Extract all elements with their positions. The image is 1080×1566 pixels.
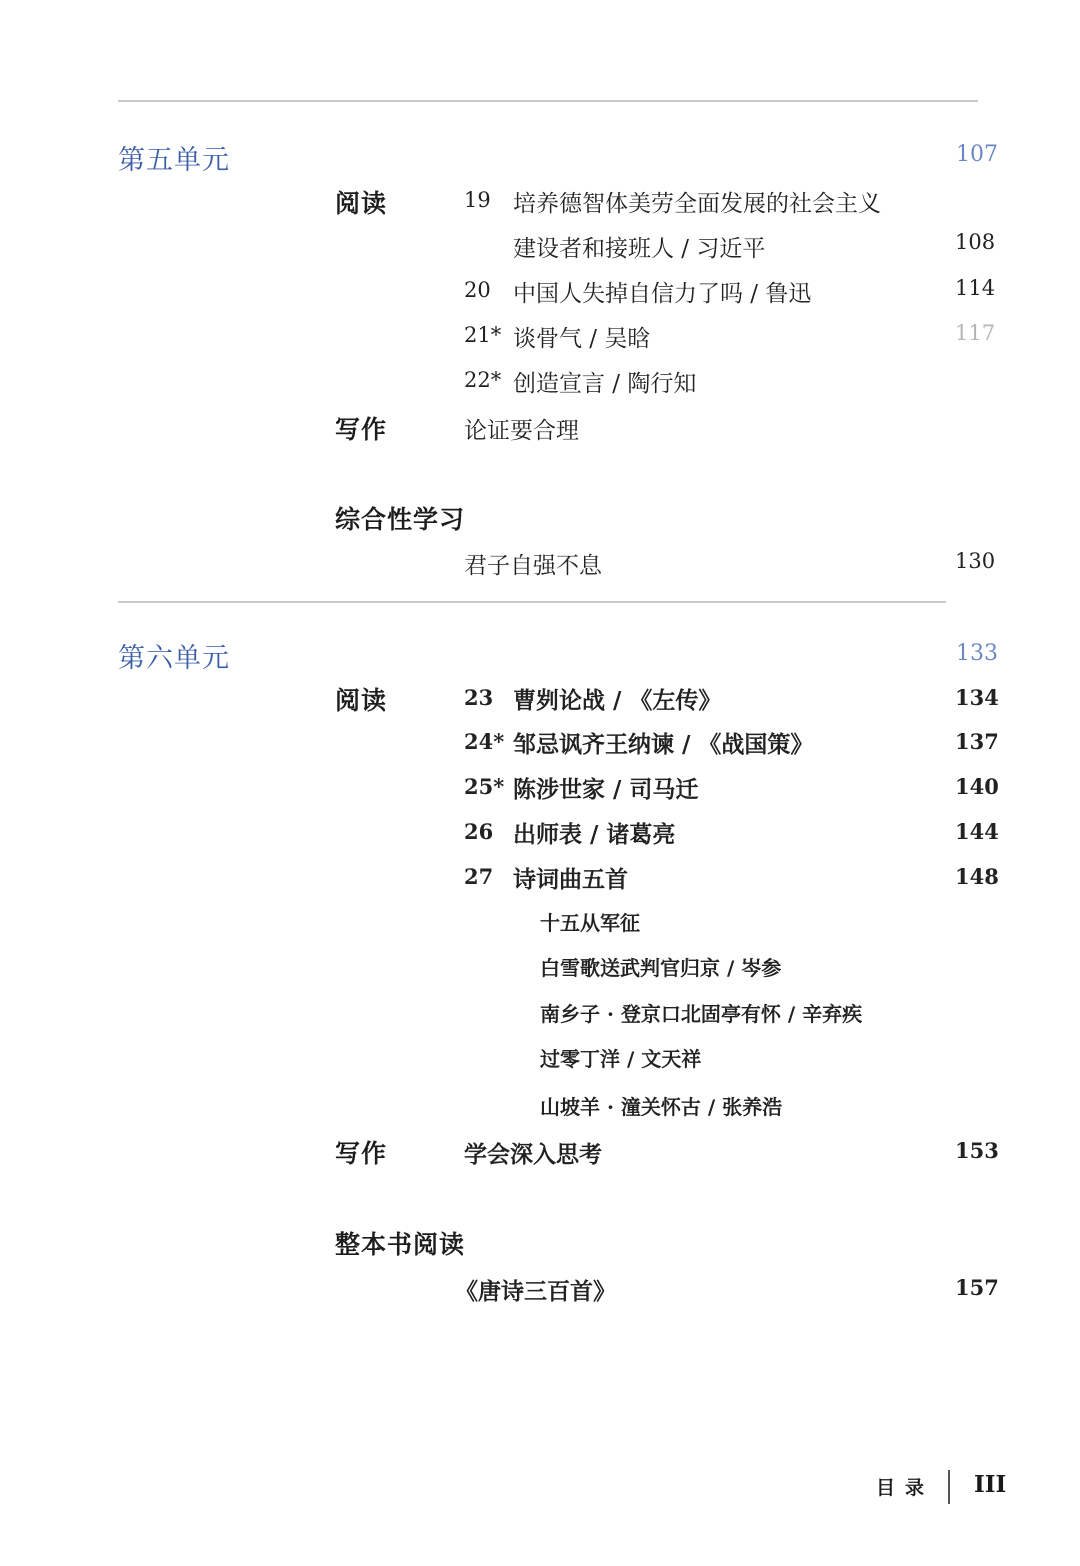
- toc-entry-page: 108: [955, 230, 996, 254]
- unit5-integrated-page: 130: [955, 549, 996, 573]
- toc-entry-title: 曹刿论战 / 《左传》: [513, 687, 722, 714]
- toc-entry-number: 22*: [464, 368, 502, 392]
- toc-entry-title: 中国人失掉自信力了吗 / 鲁迅: [513, 281, 812, 307]
- unit5-page: 107: [956, 142, 998, 167]
- toc-entry-title-continued: 建设者和接班人 / 习近平: [513, 236, 766, 262]
- unit6-writing-page: 153: [955, 1138, 999, 1163]
- unit6-writing-title: 学会深入思考: [464, 1141, 602, 1168]
- toc-entry-title: 创造宣言 / 陶行知: [513, 371, 697, 397]
- poem-item: 山坡羊 · 潼关怀古 / 张养浩: [540, 1095, 783, 1119]
- toc-entry-page: 117: [955, 321, 996, 345]
- toc-entry-title: 邹忌讽齐王纳谏 / 《战国策》: [513, 731, 814, 758]
- footer-divider: [948, 1470, 950, 1504]
- unit6-book-title: 《唐诗三百首》: [455, 1278, 616, 1305]
- toc-entry-title: 出师表 / 诸葛亮: [513, 821, 676, 848]
- toc-entry-title: 陈涉世家 / 司马迁: [513, 776, 699, 803]
- unit6-book-page: 157: [955, 1275, 999, 1300]
- toc-entry-number: 20: [464, 278, 491, 302]
- footer-page-number: III: [974, 1471, 1007, 1498]
- poem-item: 过零丁洋 / 文天祥: [540, 1047, 702, 1071]
- top-divider: [118, 100, 978, 102]
- toc-entry-number: 21*: [464, 323, 502, 347]
- unit5-writing-title: 论证要合理: [464, 418, 579, 444]
- unit5-reading-label: 阅读: [335, 189, 388, 218]
- toc-entry-title: 培养德智体美劳全面发展的社会主义: [513, 191, 881, 217]
- unit5-integrated-title: 君子自强不息: [464, 553, 602, 579]
- toc-entry-page: 144: [955, 819, 999, 844]
- unit6-page: 133: [956, 641, 998, 666]
- toc-entry-title: 谈骨气 / 吴晗: [513, 326, 651, 352]
- poem-item: 十五从军征: [540, 911, 640, 935]
- toc-entry-number: 25*: [464, 774, 505, 799]
- unit5-integrated-label: 综合性学习: [335, 505, 466, 534]
- toc-entry-page: 134: [955, 685, 999, 710]
- toc-entry-title: 诗词曲五首: [513, 866, 628, 893]
- toc-entry-number: 26: [464, 819, 494, 844]
- unit6-title: 第六单元: [118, 643, 230, 674]
- footer-section-label: 目录: [876, 1477, 935, 1499]
- poem-item: 南乡子 · 登京口北固亭有怀 / 辛弃疾: [540, 1002, 863, 1026]
- unit6-writing-label: 写作: [335, 1139, 388, 1168]
- toc-entry-number: 24*: [464, 729, 505, 754]
- unit6-book-reading-label: 整本书阅读: [335, 1230, 466, 1259]
- poem-item: 白雪歌送武判官归京 / 岑参: [540, 956, 782, 980]
- toc-entry-number: 19: [464, 188, 491, 212]
- unit-divider: [118, 601, 946, 603]
- toc-entry-page: 137: [955, 729, 999, 754]
- toc-entry-page: 140: [955, 774, 999, 799]
- unit5-writing-label: 写作: [335, 415, 388, 444]
- toc-entry-page: 148: [955, 864, 999, 889]
- toc-entry-number: 23: [464, 685, 494, 710]
- toc-entry-number: 27: [464, 864, 494, 889]
- unit6-reading-label: 阅读: [335, 686, 388, 715]
- unit5-title: 第五单元: [118, 145, 230, 176]
- toc-entry-page: 114: [955, 276, 996, 300]
